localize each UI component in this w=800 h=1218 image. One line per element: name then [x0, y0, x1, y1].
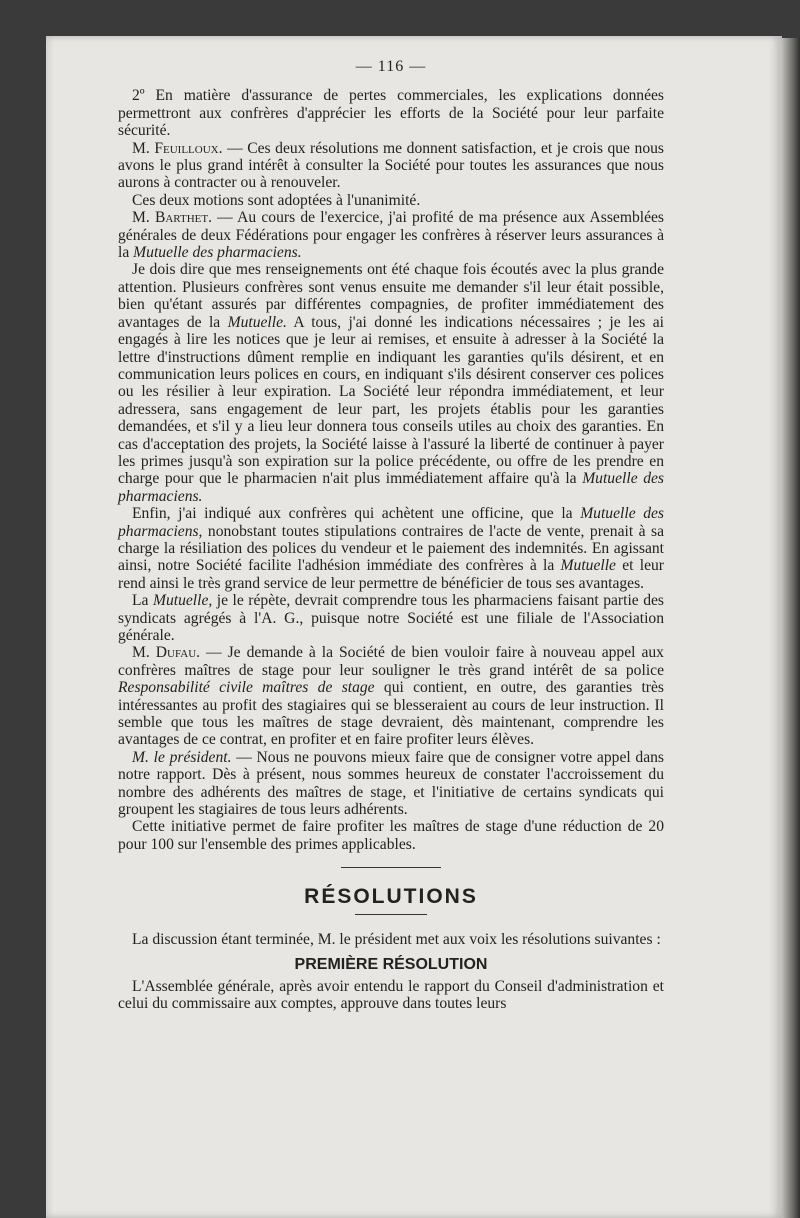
paragraph: Enfin, j'ai indiqué aux confrères qui achètent une officine, que la Mutuelle des pharmaciens, nonobstant toutes stipulations contraires de l'acte de vente, prenait à sa charge la résiliation des polices du vendeur et le paiement des indemnités. En agissant ainsi, notre Société facilite l'adhésion immédiate des confrères à la Mutuelle et leur rend ainsi le très grand service de leur permettre de bénéficier de tous ses avantages.: [118, 505, 665, 592]
divider: [341, 867, 441, 868]
page-edge-shadow: [782, 38, 800, 1218]
paragraph: 2º En matière d'assurance de pertes commerciales, les explications données permettront aux confrères d'apprécier les efforts de la Société pour leur parfaite sécurité.: [118, 87, 664, 140]
paragraph: M. Barthet. — Au cours de l'exercice, j'ai profité de ma présence aux Assemblées générales de deux Fédérations pour engager les confrères à réserver leurs assurances à la Mutuelle des pharmaciens.: [118, 209, 664, 262]
paragraph: La Mutuelle, je le répète, devrait comprendre tous les pharmaciens faisant partie des syndicats agrégés à l'A. G., puisque notre Société est une filiale de l'Association générale.: [118, 592, 664, 644]
speaker-name: M. le président.: [132, 748, 232, 766]
speaker-name: M. Feuilloux.: [132, 139, 223, 157]
paragraph: La discussion étant terminée, M. le président met aux voix les résolutions suivantes :: [132, 930, 661, 948]
paragraph: M. Dufau. — Je demande à la Société de bien vouloir faire à nouveau appel aux confrères maîtres de stage pour leur souligner le très grand intérêt de sa police Responsabilité civile maîtres de stage qui contient, en outre, des garanties très intéressantes au profit des stagiaires qui se blesseraient au cours de leur instruction. Il semble que tous les maîtres de stage devraient, dès maintenant, comprendre les avantages de ce contrat, en profiter et en faire profiter leurs élèves.: [118, 644, 664, 749]
resolution-title: PREMIÈRE RÉSOLUTION: [294, 956, 488, 974]
paragraph: L'Assemblée générale, après avoir entendu le rapport du Conseil d'administration et celui du commissaire aux comptes, approuve dans toutes leurs: [118, 977, 664, 1012]
paragraph: Cette initiative permet de faire profiter les maîtres de stage d'une réduction de 20 pour 100 sur l'ensemble des primes applicables.: [118, 818, 664, 853]
paragraph: M. Feuilloux. — Ces deux résolutions me donnent satisfaction, et je crois que nous avons le plus grand intérêt à consulter la Société pour toutes les assurances que nous aurons à contracter ou à renouveler.: [118, 139, 664, 192]
section-title: RÉSOLUTIONS: [304, 885, 478, 909]
page-content: [118, 58, 664, 1012]
paragraph: M. le président. — Nous ne pouvons mieux faire que de consigner votre appel dans notre rapport. Dès à présent, nous sommes heureux de constater l'accroissement du nombre des adhérents des maîtres de stage, et l'initiative de certains syndicats qui groupent les stagiaires de tous leurs adhérents.: [118, 748, 664, 819]
page-number: — 116 —: [355, 58, 427, 75]
paragraph: Je dois dire que mes renseignements ont été chaque fois écoutés avec la plus grande attention. Plusieurs confrères sont venus ensuite me demander s'il leur était possible, bien qu'étant assurés par différentes compagnies, de profiter immédiatement des avantages de la Mutuelle. A tous, j'ai donné les indications nécessaires ; je les ai engagés à lire les notices que je leur ai remises, et ensuite à adresser à la Société la lettre d'instructions dûment remplie en indiquant les garanties qu'ils désirent, et en communication leurs polices en cours, en indiquant s'ils désirent conserver ces polices ou les résilier à leur expiration. La Société leur répondra immédiatement, et leur adressera, sans engagement de leur part, les projets établis pour les garanties demandées, et s'il y a lieu leur donnera tous conseils utiles au choix des garanties. En cas d'acceptation des projets, la Société laisse à l'assuré la liberté de continuer à payer les primes jusqu'à son expiration sur la police précédente, ou offre de les prendre en charge pour que le pharmacien n'ait plus immédiatement affaire qu'à la Mutuelle des pharmaciens.: [118, 261, 665, 505]
speaker-name: M. Barthet.: [132, 209, 212, 227]
paragraph: Ces deux motions sont adoptées à l'unanimité.: [132, 191, 421, 209]
speaker-name: M. Dufau.: [132, 644, 201, 662]
divider: [355, 914, 427, 915]
